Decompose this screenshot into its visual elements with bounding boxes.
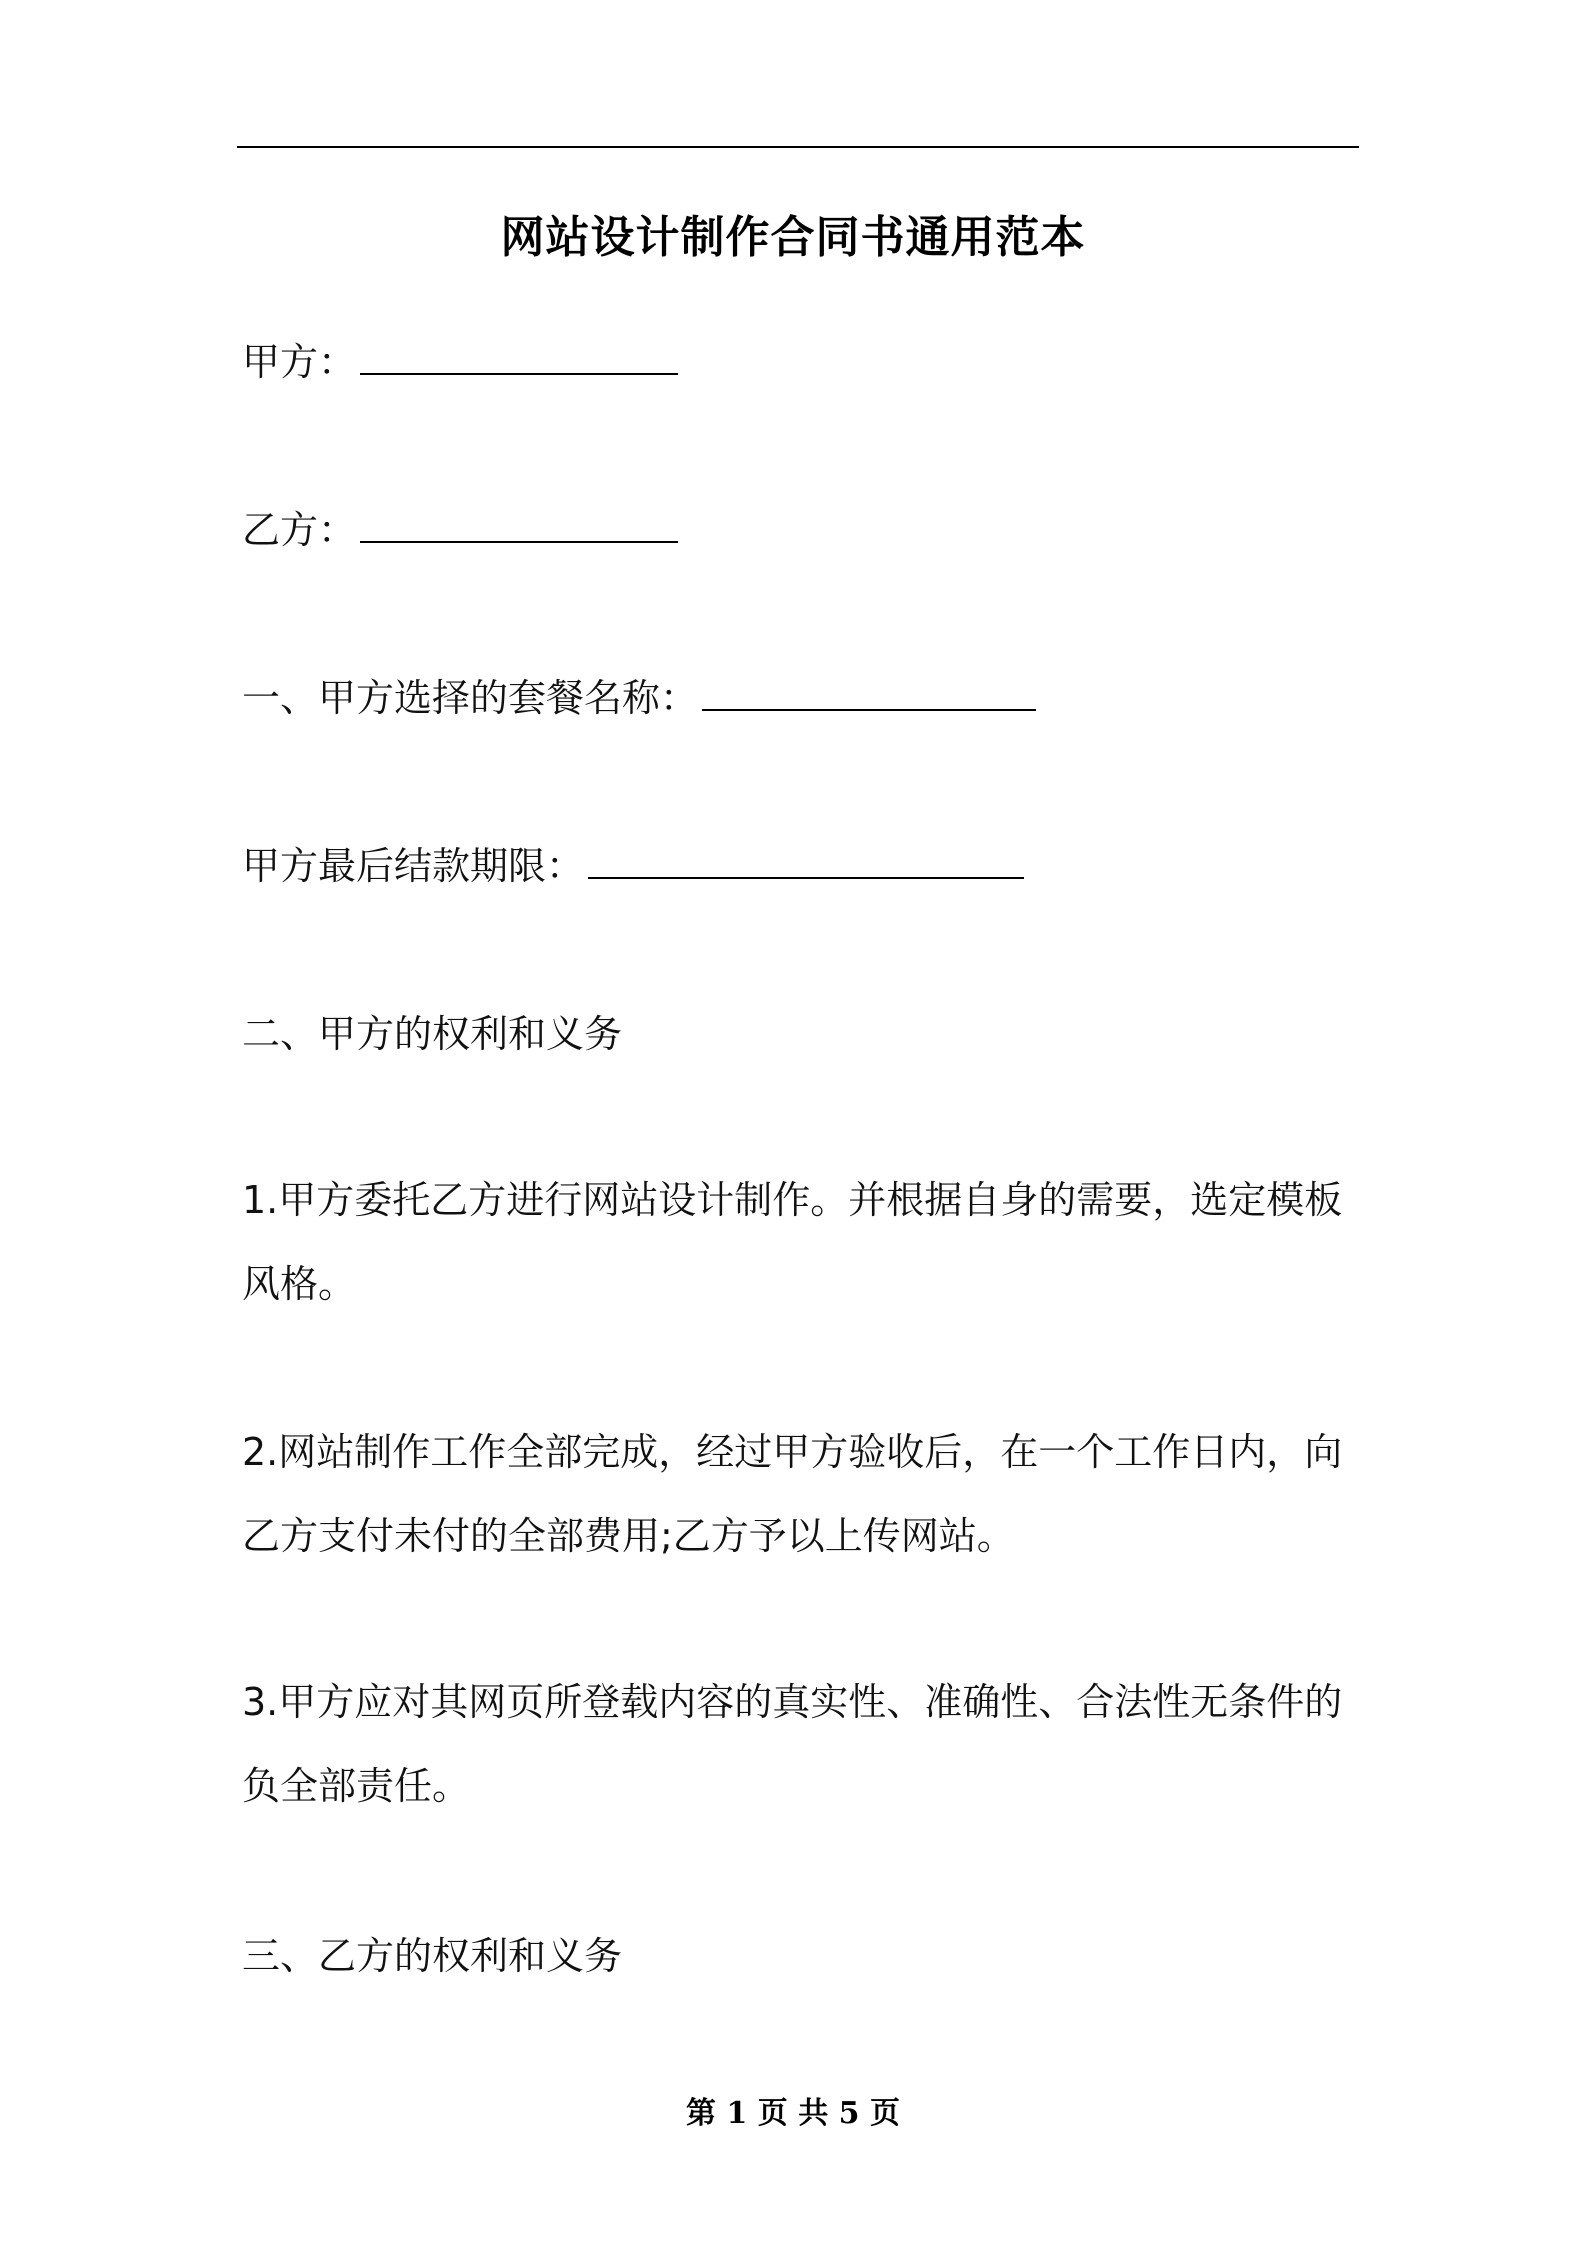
section-2-heading: 二、甲方的权利和义务 [242,1012,623,1056]
party-a-line [242,332,1362,392]
clause-1: 1.甲方委托乙方进行网站设计制作。并根据自身的需要，选定模板风格。 [242,1178,1343,1306]
party-b-blank[interactable] [360,501,678,543]
party-a-label: 甲方： [242,340,357,384]
clause-2: 2.网站制作工作全部完成，经过甲方验收后，在一个工作日内，向乙方支付未付的全部费用;乙方予以上传网站。 [242,1430,1343,1558]
party-b-line [242,500,1362,560]
package-name-blank[interactable] [702,669,1036,711]
package-name-line [242,668,1362,728]
final-payment-blank[interactable] [588,837,1024,879]
final-payment-label: 甲方最后结款期限： [242,844,585,888]
header-rule [237,146,1359,148]
package-name-label: 一、甲方选择的套餐名称： [242,676,699,720]
final-payment-line [242,836,1362,896]
clause-3: 3.甲方应对其网页所登载内容的真实性、准确性、合法性无条件的负全部责任。 [242,1680,1343,1808]
section-3-heading: 三、乙方的权利和义务 [242,1934,623,1978]
page-number-footer: 第 1 页 共 5 页 [686,2096,900,2131]
party-b-label: 乙方： [242,508,357,552]
document-title: 网站设计制作合同书通用范本 [500,212,1086,263]
party-a-blank[interactable] [360,333,678,375]
